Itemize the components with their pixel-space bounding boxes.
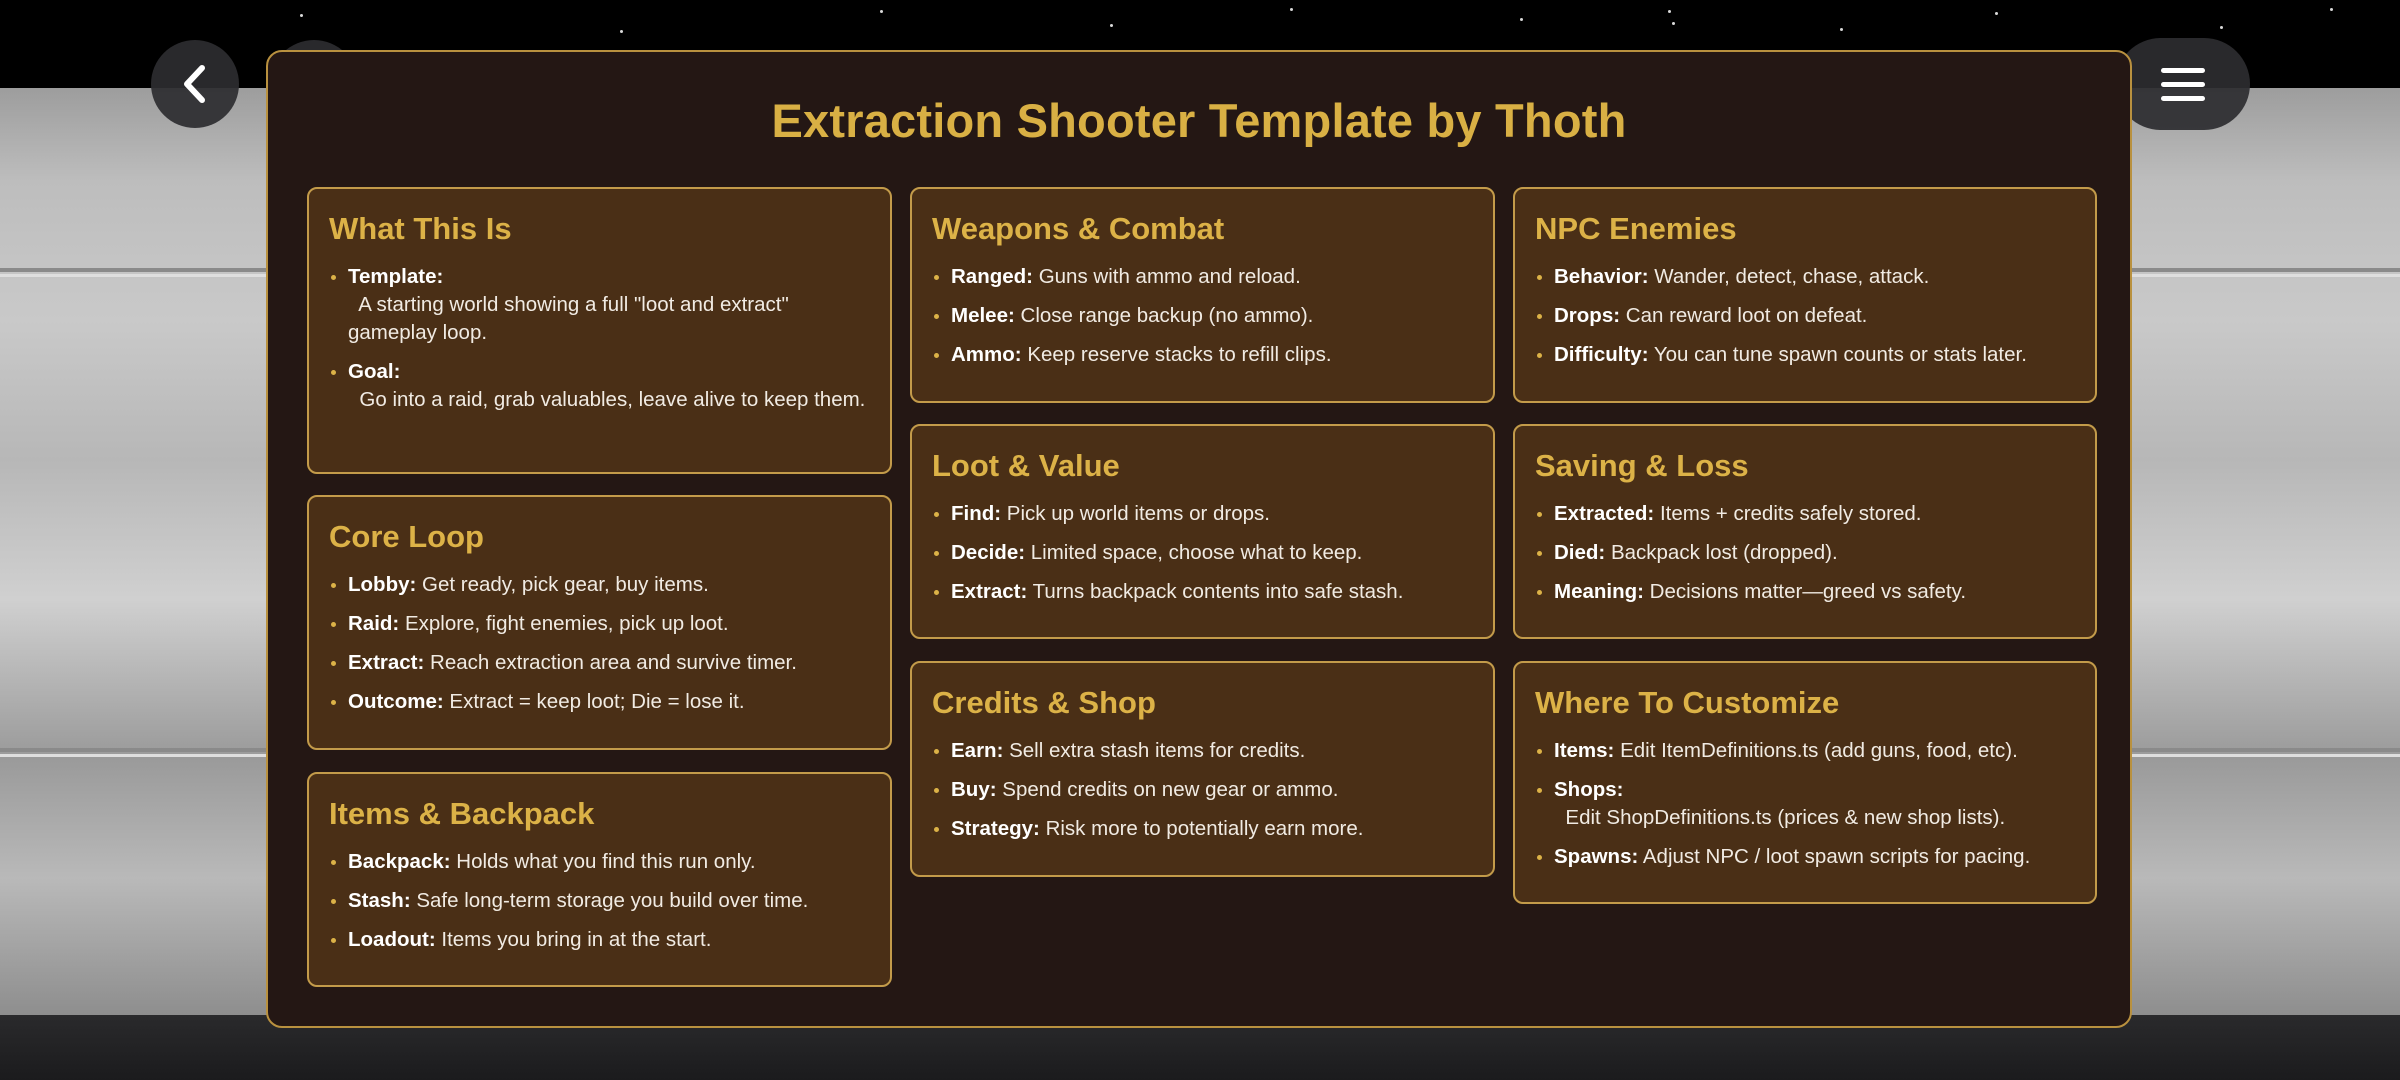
- bullet-item: [932, 263, 1473, 291]
- bullet-item: [329, 649, 870, 677]
- panel-title: Extraction Shooter Template by Thoth: [771, 94, 1627, 147]
- card-title: Weapons & Combat: [932, 211, 1225, 246]
- bullet-item: [329, 571, 870, 599]
- card-npc-enemies: [1513, 187, 2097, 403]
- bullet-text: Keep reserve stacks to refill clips.: [1027, 343, 1332, 366]
- bullet-item: [329, 263, 870, 347]
- bullet-item: [932, 815, 1473, 843]
- main-menu-button[interactable]: [2115, 38, 2250, 130]
- bullet-text: Explore, fight enemies, pick up loot.: [404, 612, 729, 635]
- bullet-label: Stash:: [348, 889, 411, 912]
- bullet-label: Died:: [1554, 541, 1606, 564]
- bullet-item: [1535, 578, 2075, 606]
- bullet-label: Drops:: [1554, 304, 1621, 327]
- bullet-label: Buy:: [951, 778, 997, 801]
- bullet-item: [329, 887, 870, 915]
- bullet-text: Sell extra stash items for credits.: [1009, 739, 1306, 762]
- bullet-label: Spawns:: [1554, 845, 1639, 868]
- card-loot-value: [910, 424, 1495, 639]
- bullet-text: Extract = keep loot; Die = lose it.: [449, 690, 745, 713]
- bullet-item: [1535, 776, 2075, 832]
- bullet-label: Outcome:: [348, 690, 444, 713]
- bullet-label: Melee:: [951, 304, 1015, 327]
- bullet-text: Limited space, choose what to keep.: [1030, 541, 1363, 564]
- bullet-item: [932, 341, 1473, 369]
- bullet-item: [1535, 302, 2075, 330]
- bullet-label: Decide:: [951, 541, 1026, 564]
- card-bullet-list: [329, 263, 870, 425]
- card-items-backpack: [307, 772, 892, 987]
- bullet-text: Guns with ammo and reload.: [1038, 265, 1301, 288]
- card-title: Credits & Shop: [932, 685, 1156, 720]
- card-title: Items & Backpack: [329, 796, 595, 831]
- card-title: Saving & Loss: [1535, 448, 1749, 483]
- card-core-loop: [307, 495, 892, 750]
- card-bullet-list: [1535, 263, 2075, 380]
- bullet-text: Get ready, pick gear, buy items.: [422, 573, 709, 596]
- bullet-label: Behavior:: [1554, 265, 1649, 288]
- bullet-item: [329, 358, 870, 414]
- bullet-label: Template:: [348, 265, 444, 288]
- card-where-to-customize: [1513, 661, 2097, 904]
- bullet-text: Adjust NPC / loot spawn scripts for pacing.: [1642, 845, 2031, 868]
- bullet-text: You can tune spawn counts or stats later.: [1653, 343, 2027, 366]
- bullet-text: A starting world showing a full "loot and extract" gameplay loop.: [348, 293, 789, 344]
- card-title: Where To Customize: [1535, 685, 1840, 720]
- card-title: Loot & Value: [932, 448, 1120, 483]
- bullet-label: Find:: [951, 502, 1002, 525]
- bullet-item: [329, 610, 870, 638]
- card-title: Core Loop: [329, 519, 484, 554]
- card-bullet-list: [329, 848, 870, 965]
- bullet-item: [329, 926, 870, 954]
- bullet-label: Extract:: [348, 651, 425, 674]
- bullet-label: Extracted:: [1554, 502, 1655, 525]
- bullet-label: Backpack:: [348, 850, 451, 873]
- bullet-text: Decisions matter—greed vs safety.: [1649, 580, 1967, 603]
- bullet-item: [329, 688, 870, 716]
- chevron-left-icon: [178, 64, 212, 104]
- card-bullet-list: [932, 263, 1473, 380]
- bullet-item: [1535, 539, 2075, 567]
- bullet-text: Safe long-term storage you build over time.: [416, 889, 809, 912]
- bullet-label: Strategy:: [951, 817, 1040, 840]
- bullet-item: [329, 848, 870, 876]
- card-bullet-list: [1535, 500, 2075, 617]
- bullet-label: Raid:: [348, 612, 400, 635]
- bullet-item: [1535, 500, 2075, 528]
- bullet-item: [1535, 737, 2075, 765]
- bullet-text: Turns backpack contents into safe stash.: [1032, 580, 1404, 603]
- bullet-item: [1535, 263, 2075, 291]
- bullet-item: [932, 776, 1473, 804]
- bullet-text: Holds what you find this run only.: [456, 850, 756, 873]
- card-weapons-combat: [910, 187, 1495, 403]
- bullet-item: [932, 539, 1473, 567]
- bullet-label: Ammo:: [951, 343, 1022, 366]
- template-info-panel: [266, 50, 2132, 1028]
- bullet-label: Difficulty:: [1554, 343, 1649, 366]
- bullet-label: Shops:: [1554, 778, 1624, 801]
- card-bullet-list: [1535, 737, 2075, 882]
- back-button[interactable]: [151, 40, 239, 128]
- bullet-text: Reach extraction area and survive timer.: [430, 651, 797, 674]
- bullet-label: Meaning:: [1554, 580, 1644, 603]
- card-bullet-list: [329, 571, 870, 727]
- bullet-label: Extract:: [951, 580, 1028, 603]
- bullet-text: Edit ItemDefinitions.ts (add guns, food, etc).: [1620, 739, 2018, 762]
- card-title: What This Is: [329, 211, 512, 246]
- card-title: NPC Enemies: [1535, 211, 1737, 246]
- bullet-item: [932, 578, 1473, 606]
- bullet-text: Risk more to potentially earn more.: [1045, 817, 1364, 840]
- bullet-label: Loadout:: [348, 928, 436, 951]
- bullet-label: Lobby:: [348, 573, 417, 596]
- card-saving-loss: [1513, 424, 2097, 639]
- bullet-text: Items + credits safely stored.: [1659, 502, 1922, 525]
- bullet-text: Items you bring in at the start.: [441, 928, 712, 951]
- bullet-item: [1535, 341, 2075, 369]
- bullet-label: Earn:: [951, 739, 1004, 762]
- bullet-text: Can reward loot on defeat.: [1625, 304, 1868, 327]
- card-bullet-list: [932, 737, 1473, 854]
- bullet-label: Goal:: [348, 360, 401, 383]
- bullet-item: [932, 737, 1473, 765]
- bullet-text: Close range backup (no ammo).: [1020, 304, 1314, 327]
- bullet-text: Pick up world items or drops.: [1006, 502, 1270, 525]
- hamburger-menu-icon: [2161, 68, 2205, 101]
- card-credits-shop: [910, 661, 1495, 877]
- bullet-item: [932, 500, 1473, 528]
- bullet-item: [932, 302, 1473, 330]
- bullet-text: Wander, detect, chase, attack.: [1654, 265, 1930, 288]
- bullet-item: [1535, 843, 2075, 871]
- bullet-text: Backpack lost (dropped).: [1610, 541, 1838, 564]
- card-bullet-list: [932, 500, 1473, 617]
- bullet-label: Ranged:: [951, 265, 1033, 288]
- bullet-label: Items:: [1554, 739, 1615, 762]
- card-what-this-is: [307, 187, 892, 474]
- bullet-text: Spend credits on new gear or ammo.: [1002, 778, 1339, 801]
- bullet-text: Go into a raid, grab valuables, leave alive to keep them.: [353, 388, 866, 411]
- bullet-text: Edit ShopDefinitions.ts (prices & new shop lists).: [1559, 806, 2006, 829]
